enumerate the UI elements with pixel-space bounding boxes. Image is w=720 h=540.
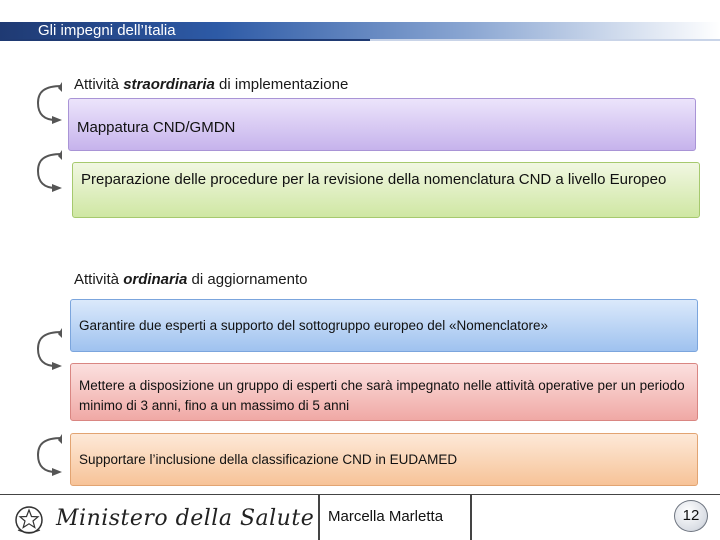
header-divider [0, 39, 720, 57]
footer-separator [470, 494, 472, 540]
box-supportare: Supportare l’inclusione della classificazione CND in EUDAMED [70, 433, 698, 486]
emblem-icon [12, 504, 46, 536]
page-title: Gli impegni dell’Italia [38, 22, 176, 39]
section-label-ordinaria: Attività ordinaria di aggiornamento [74, 271, 308, 288]
box-preparazione: Preparazione delle procedure per la revisione della nomenclatura CND a livello Europeo [72, 162, 700, 218]
box-mettere: Mettere a disposizione un gruppo di esperti che sarà impegnato nelle attività operative per un periodo minimo di 3 anni, fino a un massimo di 5 anni [70, 363, 698, 421]
curved-arrow-icon [32, 148, 66, 194]
curved-arrow-icon [32, 326, 66, 372]
curved-arrow-icon [32, 80, 66, 126]
page-number: 12 [674, 500, 708, 532]
footer-divider [0, 494, 720, 495]
box-garantire: Garantire due esperti a supporto del sottogruppo europeo del «Nomenclatore» [70, 299, 698, 352]
curved-arrow-icon [32, 432, 66, 478]
ministry-logo-text: Ministero della Salute [56, 506, 315, 531]
author-name: Marcella Marletta [328, 508, 444, 525]
footer-separator [318, 494, 320, 540]
section-label-straordinaria: Attività straordinaria di implementazione [74, 76, 349, 93]
box-mappatura: Mappatura CND/GMDN [68, 98, 696, 151]
